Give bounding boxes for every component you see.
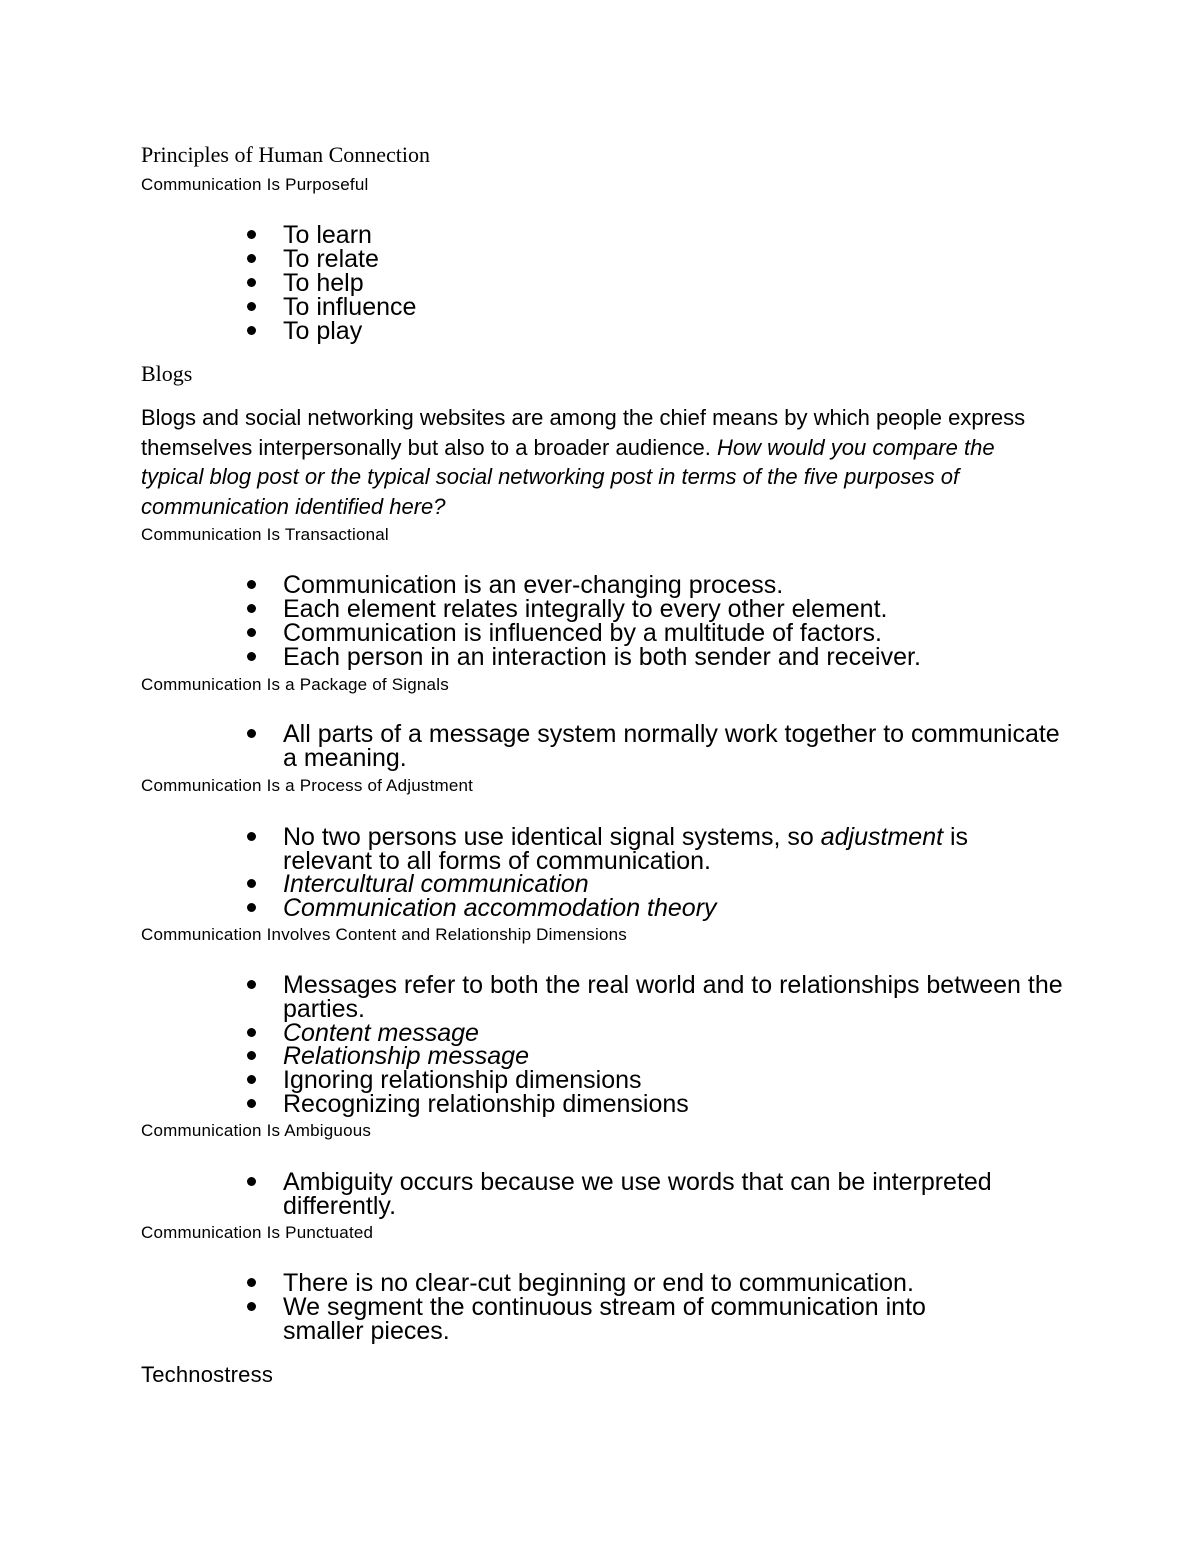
list-item: We segment the continuous stream of communication into smaller pieces. [283,1295,1003,1343]
bullet-icon [247,1075,256,1084]
list-item: Recognizing relationship dimensions [283,1092,689,1116]
list-item: To learn [283,223,372,247]
list-item: All parts of a message system normally work together to communicate a meaning. [283,722,1063,770]
bullet-icon [247,1028,256,1037]
bullet-icon [247,1302,256,1311]
section-heading-signals: Communication Is a Package of Signals [141,675,449,694]
list-item: Intercultural communication [283,872,589,896]
list-item: To influence [283,295,416,319]
document-title: Principles of Human Connection [141,142,431,167]
bullet-icon [247,326,256,335]
bullet-icon [247,1177,256,1186]
section-heading-punctuated: Communication Is Punctuated [141,1223,374,1242]
bullet-icon [247,580,256,589]
bullet-icon [247,302,256,311]
bullet-icon [247,980,256,989]
section-heading-ambiguous: Communication Is Ambiguous [141,1121,372,1140]
section-heading-transactional: Communication Is Transactional [141,525,389,544]
list-item: Ignoring relationship dimensions [283,1068,642,1092]
section-heading-blogs: Blogs [141,361,193,386]
blogs-paragraph: Blogs and social networking websites are among the chief means by which people express themselves interpersonally but also to a broader audience. How would you compare the typical blog post or the typical social networking post in terms of the five purposes of communication identified here? [141,405,1026,519]
list-item: Communication is influenced by a multitude of factors. [283,621,882,645]
section-heading-purposeful: Communication Is Purposeful [141,175,369,194]
list-item: Content message [283,1021,479,1045]
list-item: Each person in an interaction is both sender and receiver. [283,645,921,669]
blogs-question: How would you compare the typical blog post or the typical social networking post in terms of the five purposes of communication identified here? [141,434,995,519]
bullet-icon [247,254,256,263]
list-item: Each element relates integrally to every other element. [283,597,887,621]
bullet-icon [247,1278,256,1287]
list-item: There is no clear-cut beginning or end to communication. [283,1271,914,1295]
bullet-icon [247,628,256,637]
bullet-icon [247,1051,256,1060]
section-heading-adjustment: Communication Is a Process of Adjustment [141,776,474,795]
section-heading-content-relationship: Communication Involves Content and Relationship Dimensions [141,925,627,944]
bullet-icon [247,278,256,287]
bullet-icon [247,652,256,661]
bullet-icon [247,729,256,738]
bullet-icon [247,903,256,912]
bullet-icon [247,832,256,841]
list-item: Communication accommodation theory [283,896,717,920]
list-item: Relationship message [283,1044,529,1068]
section-heading-technostress: Technostress [141,1362,274,1387]
list-item: Messages refer to both the real world and to relationships between the parties. [283,973,1063,1021]
bullet-icon [247,879,256,888]
list-item: To help [283,271,364,295]
list-item: No two persons use identical signal systems, so adjustment is relevant to all forms of communication. [283,825,1063,873]
bullet-icon [247,604,256,613]
bullet-icon [247,230,256,239]
list-item: To play [283,319,362,343]
list-item: Communication is an ever-changing process. [283,573,783,597]
list-item: To relate [283,247,379,271]
list-item: Ambiguity occurs because we use words that can be interpreted differently. [283,1170,1063,1218]
bullet-icon [247,1099,256,1108]
